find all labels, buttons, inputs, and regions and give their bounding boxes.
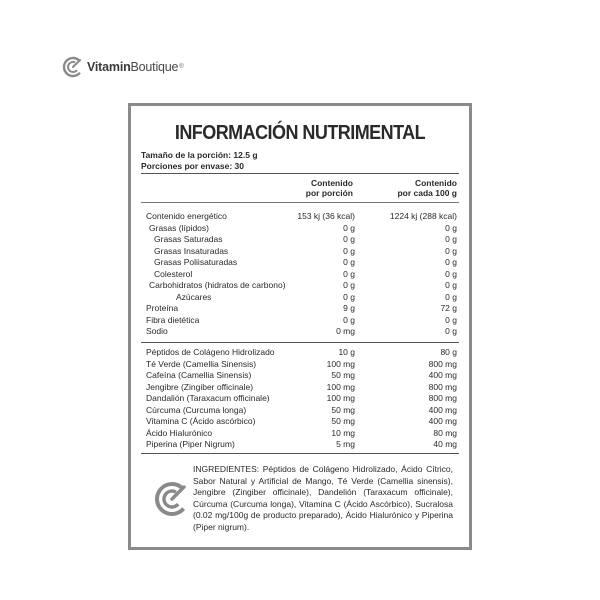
- nutrition-facts-panel: [128, 103, 472, 550]
- table-row: [141, 416, 459, 428]
- table-row: [141, 234, 459, 246]
- per-100g-value: 0 g: [445, 326, 457, 336]
- per-100g-value: 0 g: [445, 314, 457, 325]
- table-row: [141, 269, 459, 281]
- row-label: Grasas (lípidos): [149, 222, 209, 233]
- row-label: Sodio: [146, 326, 168, 336]
- per-100g-value: 400 mg: [428, 404, 457, 415]
- table-row: [141, 315, 459, 327]
- per-serving-value: 0 g: [343, 268, 355, 279]
- panel-title: INFORMACIÓN NUTRIMENTAL: [174, 122, 426, 144]
- per-100g-value: 800 mg: [428, 381, 457, 392]
- row-label: Péptidos de Colágeno Hidrolizado: [146, 347, 275, 357]
- per-serving-value: 0 g: [343, 245, 355, 256]
- per-100g-value: 0 g: [445, 245, 457, 256]
- row-label: Ácido Hialurónico: [146, 427, 213, 438]
- row-label: Cúrcuma (Curcuma longa): [146, 404, 247, 415]
- row-label: Colesterol: [154, 268, 193, 279]
- per-100g-value: 0 g: [445, 268, 457, 279]
- per-serving-value: 10 mg: [331, 427, 355, 438]
- per-100g-value: 400 mg: [428, 416, 457, 426]
- brand-name: [87, 60, 178, 74]
- divider: [141, 202, 459, 203]
- row-label: Azúcares: [176, 291, 212, 302]
- active-ingredients-table: [141, 347, 459, 451]
- ingredients-section: [141, 460, 459, 539]
- row-label: Vitamina C (Ácido ascórbico): [146, 416, 256, 426]
- table-row: [141, 370, 459, 382]
- row-label: Dandalión (Taraxacum officinale): [146, 393, 270, 403]
- table-row: [141, 382, 459, 394]
- per-100g-value: 800 mg: [428, 358, 457, 369]
- column-header-line: Contenido: [414, 178, 457, 188]
- table-row: [141, 211, 459, 223]
- per-serving-value: 100 mg: [326, 393, 355, 403]
- per-serving-value: 50 mg: [331, 404, 355, 415]
- per-100g-value: 0 g: [445, 234, 457, 244]
- table-row: [141, 347, 459, 359]
- ingredients-text: INGREDIENTES: Péptidos de Colágeno Hidrolizado, Ácido Cítrico, Sabor Natural y Artificial de Mango, Té Verde (Camellia sinensis), Jengibre (Zingiber officinale), Dandelión (Taraxacum officinale), Cúrcuma (Curcuma longa), Vitamina C (Ácido Ascórbico), Sucralosa (0.02 mg/100g de producto preparado), Ácido Hialurónico y Piperina (Piper nigrum).: [193, 464, 453, 532]
- table-row: [141, 428, 459, 440]
- row-label: Contenido energético: [146, 211, 227, 221]
- row-label: Carbohidratos (hidratos de carbono): [149, 280, 286, 290]
- per-100g-value: 0 g: [445, 257, 457, 267]
- serving-size: Tamaño de la porción: 12.5 g: [141, 150, 258, 160]
- table-row: [141, 326, 459, 338]
- row-label: Piperina (Piper Nigrum): [146, 439, 235, 449]
- row-label: Proteína: [146, 303, 179, 313]
- per-100g-value: 72 g: [440, 303, 457, 313]
- per-serving-value: 0 g: [343, 257, 355, 267]
- swirl-c-icon: [153, 480, 191, 518]
- column-header-line: Contenido: [310, 178, 353, 188]
- column-header-line: por cada 100 g: [397, 188, 457, 198]
- per-100g-value: 1224 kj (288 kcal): [389, 211, 457, 221]
- table-row: [141, 393, 459, 405]
- serving-info: [141, 150, 258, 172]
- per-100g-value: 80 mg: [433, 427, 457, 438]
- per-serving-value: 100 mg: [326, 358, 355, 369]
- table-row: [141, 223, 459, 235]
- table-row: [141, 280, 459, 292]
- brand-name-bold: Vitamin: [87, 60, 131, 74]
- table-row: [141, 439, 459, 451]
- row-label: Fibra dietética: [146, 314, 200, 325]
- per-serving-value: 0 mg: [336, 326, 355, 336]
- column-header-per-serving: [306, 178, 353, 198]
- table-row: [141, 246, 459, 258]
- per-serving-value: 153 kj (36 kcal): [297, 211, 355, 221]
- per-100g-value: 0 g: [445, 222, 457, 233]
- per-serving-value: 10 g: [338, 347, 355, 357]
- per-serving-value: 100 mg: [326, 381, 355, 392]
- column-header-line: por porción: [305, 188, 353, 198]
- per-100g-value: 400 mg: [428, 370, 457, 380]
- row-label: Grasas Poliisaturadas: [154, 257, 238, 267]
- row-label: Cafeína (Camellia Sinensis): [146, 370, 252, 380]
- row-label: Grasas Insaturadas: [154, 245, 229, 256]
- brand-registered-mark: ®: [179, 64, 184, 70]
- per-serving-value: 5 mg: [336, 439, 355, 449]
- per-serving-value: 0 g: [343, 234, 355, 244]
- row-label: Jengibre (Zingiber officinale): [146, 381, 254, 392]
- row-label: Grasas Saturadas: [154, 234, 223, 244]
- divider: [141, 453, 459, 454]
- per-100g-value: 40 mg: [433, 439, 457, 449]
- per-serving-value: 50 mg: [331, 416, 355, 426]
- table-row: [141, 292, 459, 304]
- per-100g-value: 800 mg: [428, 393, 457, 403]
- per-serving-value: 0 g: [343, 314, 355, 325]
- column-header-per-100g: [397, 178, 457, 198]
- servings-per-container: Porciones por envase: 30: [141, 161, 244, 171]
- per-serving-value: 9 g: [343, 303, 355, 313]
- divider: [141, 173, 459, 174]
- swirl-c-icon: [62, 56, 84, 78]
- table-row: [141, 303, 459, 315]
- row-label: Té Verde (Camellia Sinensis): [146, 358, 257, 369]
- per-serving-value: 0 g: [343, 222, 355, 233]
- per-100g-value: 0 g: [445, 280, 457, 290]
- brand-name-rest: Boutique: [130, 60, 179, 74]
- table-row: [141, 405, 459, 417]
- per-serving-value: 50 mg: [331, 370, 355, 380]
- table-row: [141, 257, 459, 269]
- table-row: [141, 359, 459, 371]
- divider: [141, 342, 459, 343]
- per-100g-value: 80 g: [440, 347, 457, 357]
- per-serving-value: 0 g: [343, 291, 355, 302]
- per-serving-value: 0 g: [343, 280, 355, 290]
- brand-logo: [62, 56, 184, 78]
- nutrient-table: [141, 211, 459, 338]
- per-100g-value: 0 g: [445, 291, 457, 302]
